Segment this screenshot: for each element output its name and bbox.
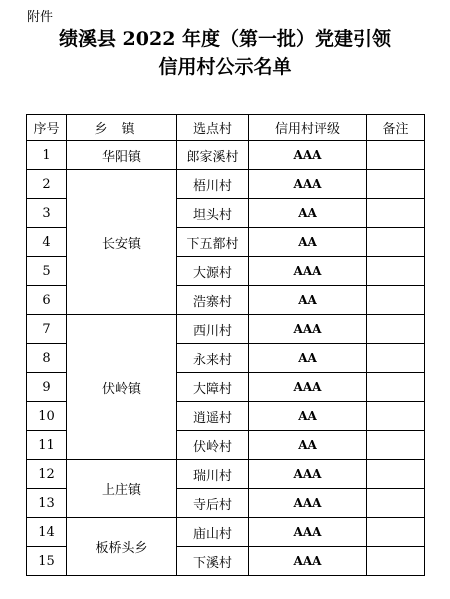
village-cell: 伏岭村 bbox=[177, 431, 249, 460]
table-row bbox=[27, 460, 425, 489]
village-cell: 西川村 bbox=[177, 315, 249, 344]
credit-rating-cell: AAA bbox=[249, 141, 367, 170]
remarks-cell bbox=[367, 518, 425, 547]
serial-number-cell: 12 bbox=[27, 460, 67, 489]
attachment-label: 附件 bbox=[27, 10, 54, 25]
remarks-cell bbox=[367, 460, 425, 489]
credit-rating-cell: AAA bbox=[249, 489, 367, 518]
village-cell: 庙山村 bbox=[177, 518, 249, 547]
table-row bbox=[27, 170, 425, 199]
village-cell: 郎家溪村 bbox=[177, 141, 249, 170]
village-cell: 大障村 bbox=[177, 373, 249, 402]
village-cell: 永来村 bbox=[177, 344, 249, 373]
serial-number-cell: 7 bbox=[27, 315, 67, 344]
credit-rating-cell: AAA bbox=[249, 170, 367, 199]
serial-number-cell: 8 bbox=[27, 344, 67, 373]
remarks-cell bbox=[367, 489, 425, 518]
village-cell: 寺后村 bbox=[177, 489, 249, 518]
credit-rating-cell: AAA bbox=[249, 373, 367, 402]
credit-rating-cell: AA bbox=[249, 431, 367, 460]
remarks-cell bbox=[367, 199, 425, 228]
serial-number-cell: 2 bbox=[27, 170, 67, 199]
serial-number-cell: 4 bbox=[27, 228, 67, 257]
village-cell: 下溪村 bbox=[177, 547, 249, 576]
township-cell: 上庄镇 bbox=[67, 460, 177, 518]
remarks-cell bbox=[367, 373, 425, 402]
serial-number-cell: 5 bbox=[27, 257, 67, 286]
remarks-cell bbox=[367, 170, 425, 199]
serial-number-cell: 14 bbox=[27, 518, 67, 547]
serial-number-cell: 10 bbox=[27, 402, 67, 431]
serial-number-cell: 1 bbox=[27, 141, 67, 170]
credit-rating-cell: AA bbox=[249, 402, 367, 431]
serial-number-cell: 11 bbox=[27, 431, 67, 460]
village-cell: 浩寨村 bbox=[177, 286, 249, 315]
serial-number-cell: 9 bbox=[27, 373, 67, 402]
remarks-cell bbox=[367, 141, 425, 170]
table-body bbox=[27, 141, 425, 576]
township-cell: 长安镇 bbox=[67, 170, 177, 315]
document-title-line-1: 绩溪县 2022 年度（第一批）党建引领 bbox=[58, 28, 392, 50]
header-remarks: 备注 bbox=[367, 115, 425, 141]
serial-number-cell: 3 bbox=[27, 199, 67, 228]
remarks-cell bbox=[367, 402, 425, 431]
serial-number-cell: 6 bbox=[27, 286, 67, 315]
village-cell: 梧川村 bbox=[177, 170, 249, 199]
table-row bbox=[27, 518, 425, 547]
township-cell: 板桥头乡 bbox=[67, 518, 177, 576]
credit-rating-cell: AAA bbox=[249, 518, 367, 547]
remarks-cell bbox=[367, 344, 425, 373]
document-title-line-2: 信用村公示名单 bbox=[158, 56, 292, 78]
village-cell: 下五都村 bbox=[177, 228, 249, 257]
credit-rating-cell: AA bbox=[249, 344, 367, 373]
remarks-cell bbox=[367, 228, 425, 257]
credit-village-table bbox=[26, 114, 425, 576]
township-cell: 华阳镇 bbox=[67, 141, 177, 170]
credit-rating-cell: AA bbox=[249, 199, 367, 228]
village-cell: 大源村 bbox=[177, 257, 249, 286]
header-credit-rating: 信用村评级 bbox=[249, 115, 367, 141]
village-cell: 瑞川村 bbox=[177, 460, 249, 489]
credit-rating-cell: AAA bbox=[249, 257, 367, 286]
remarks-cell bbox=[367, 547, 425, 576]
header-selected-village: 选点村 bbox=[177, 115, 249, 141]
credit-rating-cell: AAA bbox=[249, 315, 367, 344]
village-cell: 逍遥村 bbox=[177, 402, 249, 431]
remarks-cell bbox=[367, 431, 425, 460]
credit-rating-cell: AA bbox=[249, 286, 367, 315]
remarks-cell bbox=[367, 286, 425, 315]
township-cell: 伏岭镇 bbox=[67, 315, 177, 460]
credit-rating-cell: AAA bbox=[249, 547, 367, 576]
header-township: 乡镇 bbox=[67, 115, 177, 141]
serial-number-cell: 13 bbox=[27, 489, 67, 518]
village-cell: 坦头村 bbox=[177, 199, 249, 228]
table-row bbox=[27, 315, 425, 344]
serial-number-cell: 15 bbox=[27, 547, 67, 576]
credit-rating-cell: AA bbox=[249, 228, 367, 257]
credit-rating-cell: AAA bbox=[249, 460, 367, 489]
table-row bbox=[27, 141, 425, 170]
remarks-cell bbox=[367, 315, 425, 344]
remarks-cell bbox=[367, 257, 425, 286]
header-serial-number: 序号 bbox=[27, 115, 67, 141]
table-header-row bbox=[27, 115, 425, 141]
